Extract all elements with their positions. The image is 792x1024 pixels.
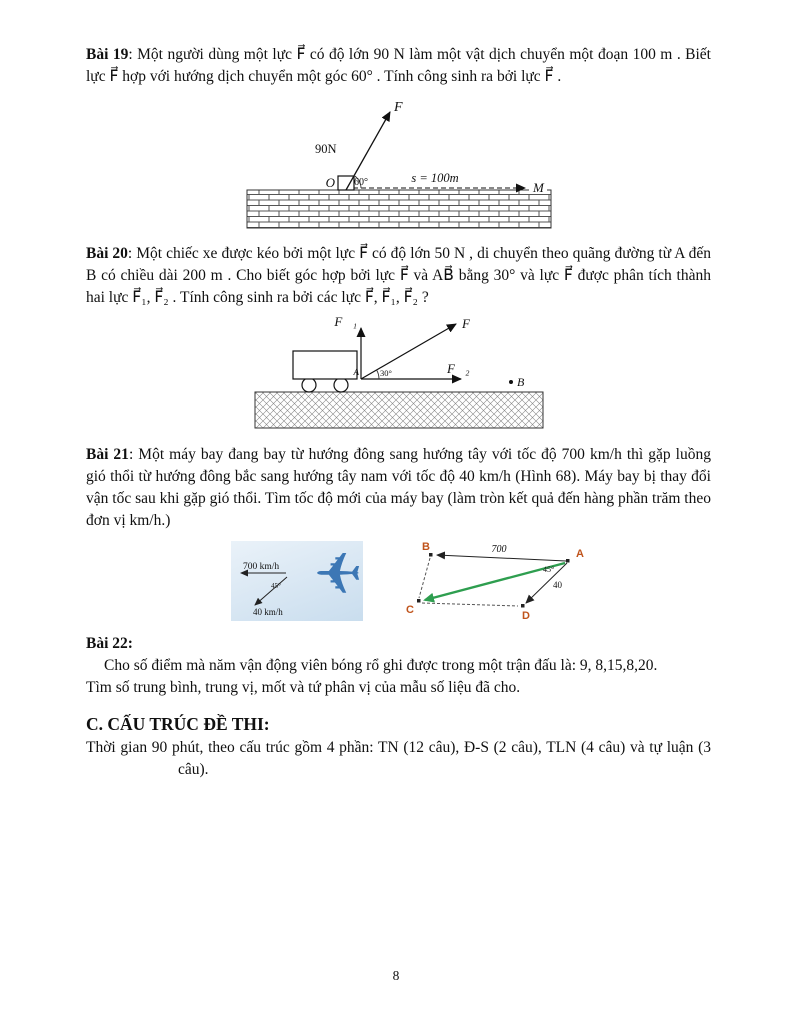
exercise-21-body: : Một máy bay đang bay từ hướng đông sang hướng tây với tốc độ 700 km/h thì gặp luồng gió thổi từ hướng đông bắc sang hướng tây nam với tốc độ 40 km/h (Hình 68). Máy bay bị thay đổi vận tốc sau khi gặp gió thổi. Tìm tốc độ mới của máy bay (làm tròn kết quả đến hàng phần trăm theo đơn vị km/h.)	[86, 446, 711, 529]
exercise-22-block	[86, 633, 711, 698]
exercise-20-body: : Một chiếc xe được kéo bởi một lực F⃗ có độ lớn 50 N , di chuyển theo quãng đường từ A đến B có chiều dài 200 m . Cho biết góc hợp bởi lực F⃗ và AB⃗ bằng 30° và lực F⃗ được phân tích thành hai lực F⃗₁, F⃗₂ . Tính công sinh ra bởi các lực F⃗, F⃗₁, F⃗₂ ?	[86, 245, 711, 306]
figure-21-row	[231, 541, 711, 621]
angle-45-label: 45°	[543, 565, 555, 575]
velocity-700-vector	[437, 555, 566, 561]
value-40-label: 40	[553, 580, 562, 591]
exercise-19-paragraph	[86, 44, 711, 87]
point-b-label: B	[516, 375, 524, 390]
force-f-label: F⃗	[461, 316, 480, 332]
exercise-22-line2: Tìm số trung bình, trung vị, mốt và tứ phân vị của mẫu số liệu đã cho.	[86, 678, 521, 696]
vertex-b-dot	[429, 553, 433, 557]
vertex-d-dot	[521, 604, 525, 608]
figure-21-airplane	[231, 541, 363, 621]
figure-21-vector-diagram	[401, 541, 591, 621]
dashed-cd-edge	[422, 603, 518, 606]
point-m-label: M	[532, 180, 544, 196]
exercise-22-line1: Cho số điểm mà năm vận động viên bóng rổ ghi được trong một trận đấu là: 9, 8,15,8,20.	[104, 656, 658, 674]
angle-label: 60°	[353, 177, 368, 189]
figure-20-diagram	[249, 316, 549, 434]
exercise-21-paragraph	[86, 444, 711, 531]
point-a-label: A	[353, 367, 359, 378]
angle-arc	[376, 370, 378, 379]
origin-label: O	[325, 175, 335, 191]
section-c-title: C. CẤU TRÚC ĐỀ THI:	[86, 714, 270, 735]
dashed-bc-edge	[419, 558, 430, 598]
force-f2-label: F⃗₂	[446, 361, 470, 377]
exercise-22-label: Bài 22:	[86, 635, 133, 653]
exercise-21-label: Bài 21	[86, 446, 129, 464]
ground-hatch	[255, 392, 543, 428]
airplane-arrows	[231, 541, 363, 621]
exercise-19-body: : Một người dùng một lực F⃗ có độ lớn 90 N làm một vật dịch chuyển một đoạn 100 m . Biết lực F⃗ hợp với hướng dịch chuyển một góc 60° . Tính công sinh ra bởi lực F⃗ .	[86, 46, 711, 85]
force-f-vector	[361, 324, 456, 379]
figure-19	[86, 95, 711, 233]
vertex-a-label: A	[576, 548, 584, 561]
vertex-a-dot	[566, 559, 570, 563]
value-700-label: 700	[491, 544, 507, 556]
wind-speed-label: 40 km/h	[253, 607, 283, 618]
figure-19-diagram	[239, 95, 559, 233]
section-c-body: Thời gian 90 phút, theo cấu trúc gồm 4 phần: TN (12 câu), Đ-S (2 câu), TLN (4 câu) và tự luận (3 câu).	[86, 739, 711, 778]
page-content	[86, 44, 711, 781]
point-b-dot	[509, 380, 513, 384]
vertex-d-label: D	[522, 610, 530, 622]
exercise-20-paragraph	[86, 243, 711, 308]
vertex-c-dot	[417, 599, 421, 603]
cart-body	[293, 351, 357, 379]
magnitude-label: 90N	[314, 142, 337, 157]
figure-20	[86, 316, 711, 434]
exercise-20-label: Bài 20	[86, 245, 128, 263]
cart-wheel-right	[334, 378, 348, 392]
force-f1-label: F⃗₁	[333, 316, 357, 330]
airplane-icon: ✈	[314, 541, 363, 609]
force-vector	[346, 112, 390, 190]
object-box	[338, 176, 354, 190]
page-number: 8	[392, 968, 400, 983]
angle-label: 30°	[379, 368, 392, 379]
force-label: F⃗	[393, 100, 413, 116]
wind-angle-label: 45°	[271, 582, 281, 591]
distance-label: s = 100m	[410, 171, 459, 186]
vertex-b-label: B	[422, 541, 430, 554]
vertex-c-label: C	[406, 604, 414, 617]
main-speed-label: 700 km/h	[243, 562, 280, 573]
cart-wheel-left	[302, 378, 316, 392]
ground-bricks	[247, 190, 551, 228]
exercise-22-label-line	[86, 633, 711, 655]
exercise-19-label: Bài 19	[86, 46, 129, 63]
